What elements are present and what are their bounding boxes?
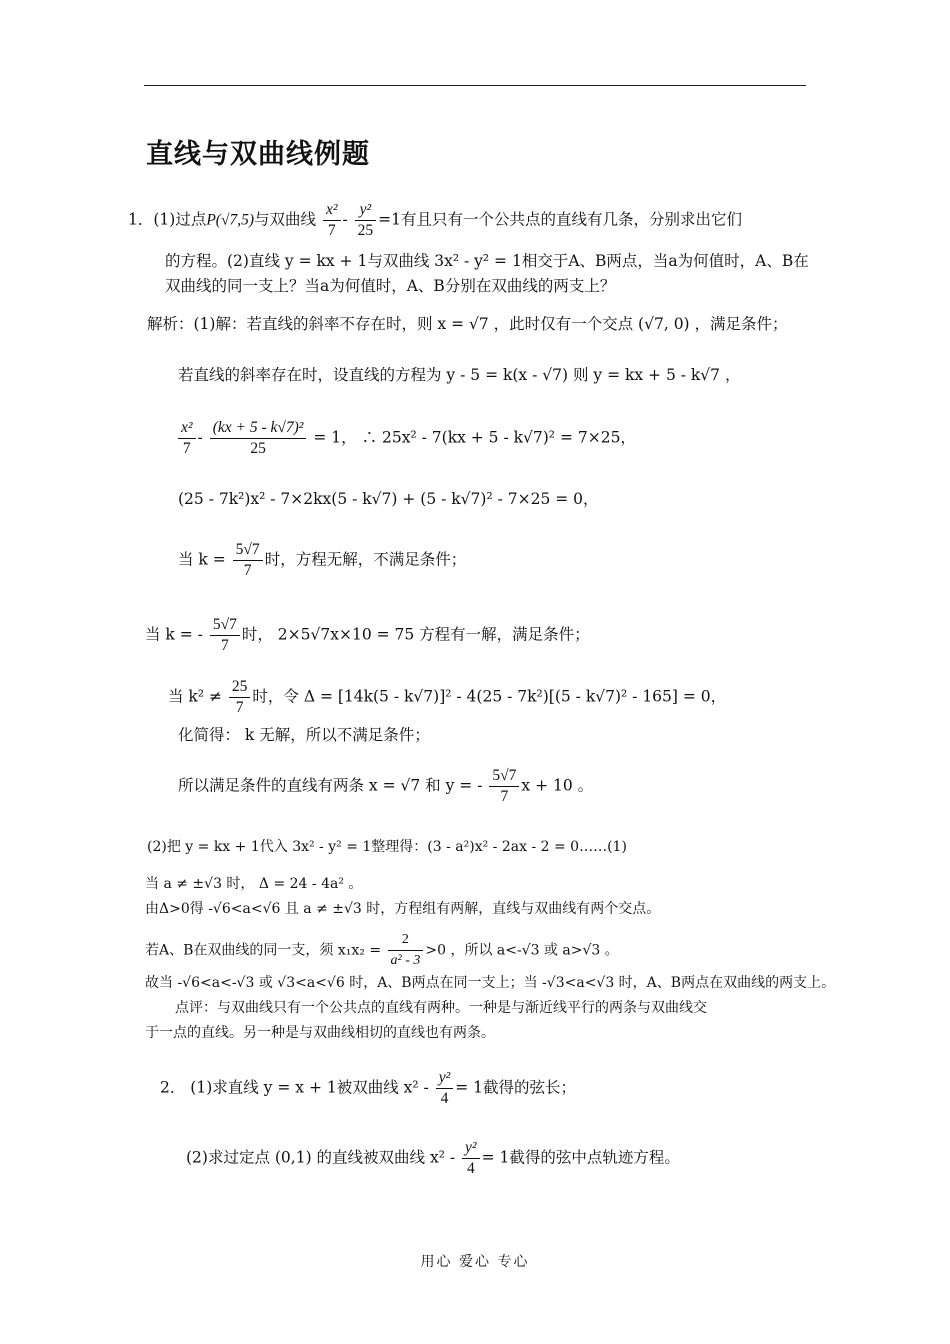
solution-line (168, 677, 726, 718)
fraction (388, 930, 424, 971)
comment-line: 于一点的直线。另一种是与双曲线相切的直线也有两条。 (145, 1025, 495, 1041)
problem-2-line-1 (160, 1068, 576, 1109)
fraction (210, 418, 307, 459)
solution-line: (2)把 y = kx + 1代入 3x² - y² = 1整理得：(3 - a²)x² - 2ax - 2 = 0……(1) (147, 839, 627, 855)
numerator: 25 (229, 677, 251, 698)
text: 时，令 Δ = [14k(5 - k√7)]² - 4(25 - 7k²)[(5 - k√7)² - 165] = 0， (252, 687, 727, 706)
fraction (178, 418, 196, 459)
solution-line (178, 766, 593, 807)
fraction (210, 615, 240, 656)
problem-1-line-3: 双曲线的同一支上？当a为何值时，A、B分别在双曲线的两支上？ (165, 277, 616, 295)
numerator: x² (323, 200, 341, 221)
solution-line: 故当 -√6<a<-√3 或 √3<a<√6 时，A、B两点在同一支上；当 -√3<a<√3 时，A、B两点在双曲线的两支上。 (145, 975, 836, 991)
denominator: 4 (466, 1160, 475, 1177)
page-title: 直线与双曲线例题 (146, 139, 370, 170)
denominator: 7 (182, 440, 191, 457)
fraction (229, 677, 251, 718)
fraction (436, 1068, 454, 1109)
text: - (197, 428, 208, 447)
numerator: x² (178, 418, 196, 439)
text: = 1， ∴ 25x² - 7(kx + 5 - k√7)² = 7×25， (313, 428, 636, 447)
text: 若A、B在双曲线的同一支，须 x₁x₂ = (145, 942, 382, 959)
problem-2-line-2 (186, 1138, 680, 1179)
fraction (355, 200, 377, 241)
denominator: 25 (357, 222, 374, 239)
numerator: y² (462, 1138, 480, 1159)
text: 2． (1)求直线 y = x + 1被双曲线 x² - (160, 1078, 429, 1097)
page-footer: 用心 爱心 专心 (420, 1254, 530, 1270)
text: >0 ，所以 a<-√3 或 a>√3 。 (425, 942, 619, 959)
text: (2)求过定点 (0,1) 的直线被双曲线 x² - (186, 1148, 456, 1167)
denominator: 7 (220, 637, 229, 654)
solution-line: 当 a ≠ ±√3 时， Δ = 24 - 4a² 。 (145, 876, 363, 892)
denominator: 4 (440, 1090, 449, 1107)
denominator: a² - 3 (390, 953, 421, 968)
solution-line: 由Δ>0得 -√6<a<√6 且 a ≠ ±√3 时，方程组有两解，直线与双曲线有两个交点。 (145, 901, 661, 917)
numerator: y² (436, 1068, 454, 1089)
solution-line: 解析：(1)解：若直线的斜率不存在时，则 x = √7 ，此时仅有一个交点 (√7, 0) ，满足条件； (147, 315, 788, 333)
numerator: 2 (388, 930, 424, 951)
numerator: 5√7 (489, 766, 519, 787)
text: x + 10 。 (521, 776, 594, 795)
denominator: 7 (235, 699, 244, 716)
numerator: 5√7 (233, 540, 263, 561)
text: 当 k² ≠ (168, 687, 222, 706)
text: 当 k = (178, 550, 226, 569)
denominator: 25 (250, 440, 266, 457)
text: = 1截得的弦长； (455, 1078, 577, 1097)
solution-line (145, 930, 619, 971)
text: 当 k = - (145, 625, 203, 644)
text: 所以满足条件的直线有两条 x = √7 和 y = - (178, 776, 483, 795)
problem-1-line-2: 的方程。(2)直线 y = kx + 1与双曲线 3x² - y² = 1相交于A、B两点，当a为何值时，A、B在 (165, 252, 809, 270)
fraction (323, 200, 341, 241)
text: 与双曲线 (254, 210, 317, 229)
solution-line (176, 418, 636, 459)
text: 1．(1)过点 (128, 210, 207, 229)
comment-line: 点评：与双曲线只有一个公共点的直线有两种。一种是与渐近线平行的两条与双曲线交 (175, 1000, 707, 1016)
fraction (462, 1138, 480, 1179)
text: 时， 2×5√7x×10 = 75 方程有一解，满足条件； (241, 625, 590, 644)
solution-line: 若直线的斜率存在时，设直线的方程为 y - 5 = k(x - √7) 则 y = kx + 5 - k√7 ， (178, 366, 741, 384)
problem-1-line-1: 1．(1)过点P(√7,5)与双曲线 $\frac{\text{x²}}{7}$ - $\frac{\text{y²}}{25}$ =1有且只有一个公共点的直线有几条，分别求出它们 (128, 201, 743, 239)
numerator: (kx + 5 - k√7)² (210, 418, 307, 439)
header-rule (144, 85, 806, 86)
solution-line (178, 540, 466, 581)
text: =1有且只有一个公共点的直线有几条，分别求出它们 (378, 210, 743, 229)
text: 时，方程无解，不满足条件； (264, 550, 467, 569)
solution-line (145, 615, 590, 656)
solution-line: 化简得： k 无解，所以不满足条件； (178, 726, 430, 744)
denominator: 7 (243, 562, 252, 579)
fraction (489, 766, 519, 807)
fraction (233, 540, 263, 581)
text: = 1截得的弦中点轨迹方程。 (481, 1148, 680, 1167)
denominator: 7 (500, 788, 509, 805)
denominator: 7 (327, 222, 336, 239)
numerator: 5√7 (210, 615, 240, 636)
numerator: y² (355, 200, 377, 221)
math: P(√7,5) (206, 211, 255, 229)
solution-line: (25 - 7k²)x² - 7×2kx(5 - k√7) + (5 - k√7)² - 7×25 = 0， (178, 490, 599, 508)
